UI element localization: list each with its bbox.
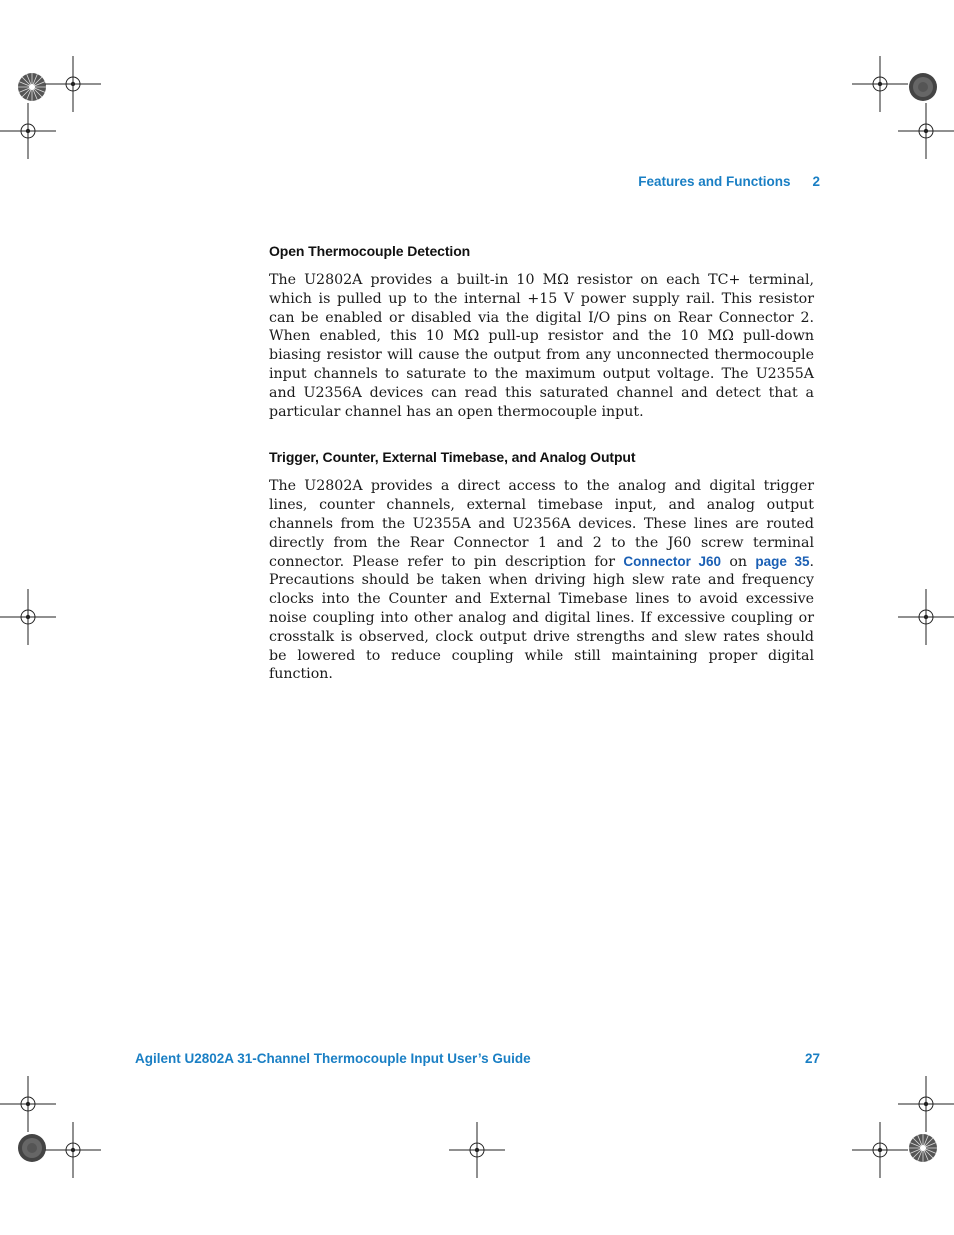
section-heading-trigger-counter: Trigger, Counter, External Timebase, and Analog Output xyxy=(269,449,636,466)
link-page-35[interactable]: page 35 xyxy=(755,553,810,569)
section-heading-open-thermocouple: Open Thermocouple Detection xyxy=(269,243,471,259)
running-header xyxy=(560,174,820,189)
footer-page-number: 27 xyxy=(804,1051,820,1066)
paragraph-text: The U2802A provides a direct access to the analog and digital trigger lines, counter channels, external timebase input, and analog output channels from the U2355A and U2356A devices. These lines are routed directly from the Rear Connector 1 and 2 to the J60 screw terminal connector. Please refer to pin description for xyxy=(269,478,814,570)
section-paragraph-open-thermocouple: The U2802A provides a built-in 10 MΩ resistor on each TC+ terminal, which is pulled up to the internal +15 V power supply rail. This resistor can be enabled or disabled via the digital I/O pins on Rear Connector 2. When enabled, this 10 MΩ pull-up resistor and the 10 MΩ pull-down biasing resistor will cause the output from any unconnected thermocouple input channels to saturate to the maximum output voltage. The U2355A and U2356A devices can read this saturated channel and detect that a particular channel has an open thermocouple input. xyxy=(269,272,814,420)
footer-guide-title: Agilent U2802A 31-Channel Thermocouple Input User’s Guide xyxy=(135,1051,531,1066)
registration-crosshair-icon xyxy=(852,56,908,112)
registration-crosshair-icon xyxy=(45,1122,101,1178)
registration-rosette-icon xyxy=(908,1133,938,1163)
header-section-title: Features and Functions xyxy=(638,174,791,189)
page-content xyxy=(269,243,814,684)
page-footer xyxy=(135,1051,820,1066)
registration-rosette-icon xyxy=(908,72,938,102)
registration-crosshair-icon xyxy=(449,1122,505,1178)
registration-crosshair-icon xyxy=(898,589,954,645)
registration-crosshair-icon xyxy=(852,1122,908,1178)
link-connector-j60[interactable]: Connector J60 xyxy=(623,553,721,569)
section-paragraph-trigger-counter xyxy=(269,477,814,684)
registration-crosshair-icon xyxy=(0,589,56,645)
paragraph-text: on xyxy=(729,553,748,570)
registration-crosshair-icon xyxy=(45,56,101,112)
header-chapter-number: 2 xyxy=(812,174,820,189)
paragraph-text: . Precautions should be taken when driving high slew rate and frequency clocks into the Counter and External Timebase lines to avoid excessive noise coupling into other analog and digital lines. If excessive coupling or crosstalk is observed, clock output drive strengths and slew rates should be lowered to reduce coupling while still maintaining proper digital function. xyxy=(269,553,815,683)
registration-rosette-icon xyxy=(17,72,47,102)
registration-rosette-icon xyxy=(17,1133,47,1163)
